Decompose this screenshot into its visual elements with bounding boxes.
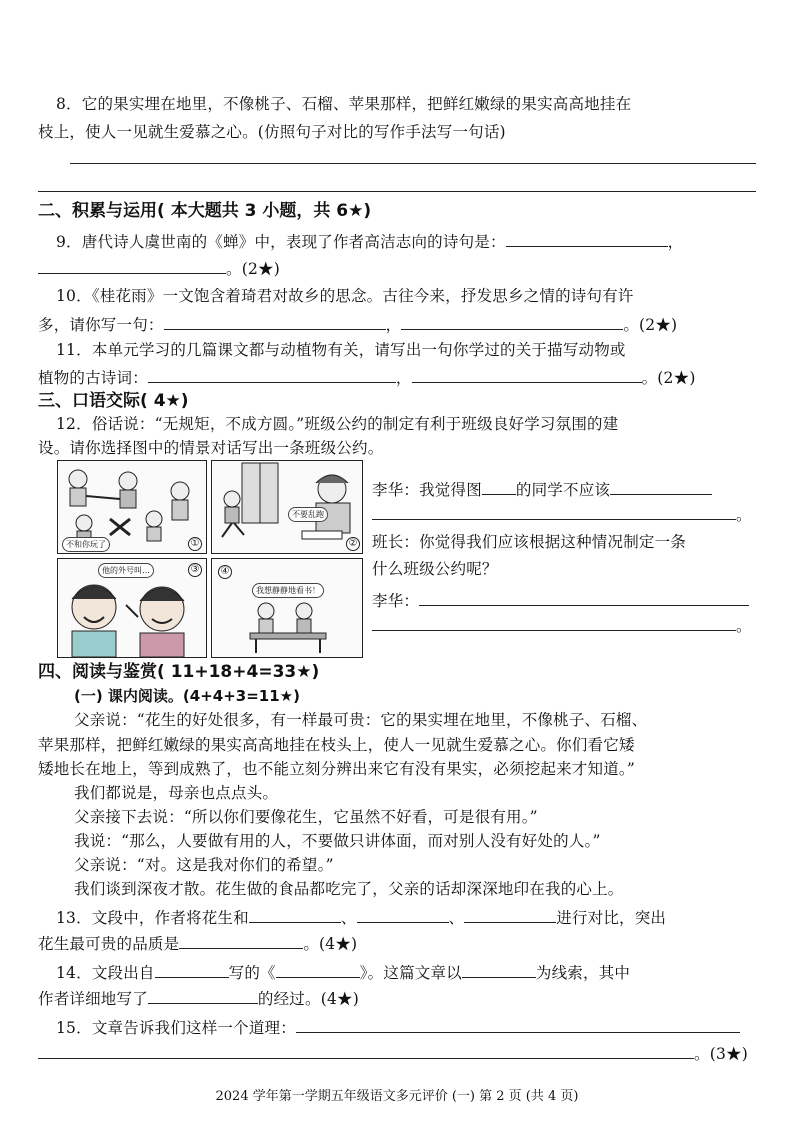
q13-line1 [56, 906, 666, 928]
q13-blank-4[interactable] [179, 932, 303, 949]
passage-p2: 我们都说是，母亲也点点头。 [74, 784, 279, 802]
q11-comma: ， [395, 369, 412, 387]
dialog3-blank-2[interactable] [372, 614, 736, 631]
q13-sep1: 、 [340, 909, 357, 927]
dialog1-end: 。 [736, 506, 752, 524]
section3-title: 三、口语交际( 4★) [38, 391, 189, 411]
q9-comma: ， [667, 233, 684, 251]
q15-blank-2[interactable] [38, 1042, 694, 1059]
q9-blank-2[interactable] [38, 257, 226, 274]
q11-blank-1[interactable] [148, 366, 396, 383]
q13-line2 [38, 932, 357, 954]
q14-blank-1[interactable] [155, 961, 229, 978]
q11-end: 。(2★) [641, 369, 696, 387]
q14-blank-4[interactable] [148, 987, 258, 1004]
dialog2-line2: 什么班级公约呢？ [372, 560, 498, 578]
comic-bubble-1: 不和你玩了 [62, 537, 110, 552]
q8-line2: 枝上，使人一见就生爱慕之心。(仿照句子对比的写作手法写一句话) [38, 123, 506, 141]
comic-panel-1 [57, 460, 207, 554]
q15-blank-1[interactable] [296, 1016, 740, 1033]
passage-p4: 我说：“那么，人要做有用的人，不要做只讲体面，而对别人没有好处的人。” [74, 832, 601, 850]
q14-b: 写的《 [228, 964, 276, 982]
dialog-line-3b [372, 614, 752, 636]
q9-blank-1[interactable] [506, 230, 668, 247]
dialog3-label: 李华： [372, 592, 420, 610]
q15-a: 15．文章告诉我们这样一个道理： [56, 1019, 296, 1037]
q12-line1: 12．俗话说：“无规矩，不成方圆。”班级公约的制定有利于班级良好学习氛围的建 [56, 415, 619, 433]
q10-blank-2[interactable] [401, 313, 623, 330]
passage-p1-l1: 父亲说：“花生的好处很多，有一样最可贵：它的果实埋在地里，不像桃子、石榴、 [74, 711, 648, 729]
dialog-line-1 [372, 478, 712, 500]
q14-c: 》。这篇文章以 [359, 964, 462, 982]
q14-end: 的经过。(4★) [257, 990, 359, 1008]
q13-blank-1[interactable] [249, 906, 341, 923]
q14-blank-2[interactable] [276, 961, 360, 978]
passage-p3: 父亲接下去说：“所以你们要像花生，它虽然不好看，可是很有用。” [74, 808, 538, 826]
q9-line2 [38, 257, 280, 279]
q8-answer-line-2[interactable] [38, 191, 756, 192]
q13-a: 13．文段中，作者将花生和 [56, 909, 249, 927]
comic-panel-2 [211, 460, 363, 554]
comic-strip [57, 460, 361, 656]
dialog1-blank-2[interactable] [372, 503, 736, 520]
comic-num-3: ③ [188, 563, 202, 577]
dialog2-line1: 班长：你觉得我们应该根据这种情况制定一条 [372, 533, 687, 551]
q14-line2 [38, 987, 359, 1009]
dialog3-blank-1[interactable] [419, 589, 749, 606]
q10-text: 多，请你写一句： [38, 316, 164, 334]
q13-b: 进行对比，突出 [556, 909, 667, 927]
q11-line2 [38, 366, 696, 388]
q11-blank-2[interactable] [412, 366, 642, 383]
section4-title: 四、阅读与鉴赏( 11+18+4=33★) [38, 662, 320, 682]
comic-num-4: ④ [218, 565, 232, 579]
passage-p6: 我们谈到深夜才散。花生做的食品都吃完了，父亲的话却深深地印在我的心上。 [74, 880, 624, 898]
dialog1-a: 李华：我觉得图 [372, 481, 482, 499]
q14-a: 14．文段出自 [56, 964, 155, 982]
q12-line2: 设。请你选择图中的情景对话写出一条班级公约。 [38, 439, 384, 457]
q9-end: 。(2★) [226, 260, 280, 278]
q10-comma: ， [385, 316, 402, 334]
q13-end: 。(4★) [303, 935, 358, 953]
passage-p1-l3: 矮地长在地上，等到成熟了，也不能立刻分辨出来它有没有果实，必须挖起来才知道。” [38, 760, 635, 778]
comic-num-2: ② [346, 537, 360, 551]
q14-blank-3[interactable] [462, 961, 536, 978]
comic-num-1: ① [188, 537, 202, 551]
q13-blank-3[interactable] [464, 906, 556, 923]
q13-c: 花生最可贵的品质是 [38, 935, 180, 953]
dialog-line-1b [372, 503, 752, 525]
q15-line1 [56, 1016, 740, 1038]
comic-panel-4 [211, 558, 363, 658]
q13-blank-2[interactable] [357, 906, 449, 923]
q8-line1: 8．它的果实埋在地里，不像桃子、石榴、苹果那样，把鲜红嫩绿的果实高高地挂在 [56, 95, 632, 113]
comic-panel-2-drawing [212, 461, 362, 553]
q10-line1: 10．《桂花雨》一文饱含着琦君对故乡的思念。古往今来，抒发思乡之情的诗句有许 [56, 287, 634, 305]
comic-panel-3 [57, 558, 207, 658]
q9-text: 9．唐代诗人虞世南的《蝉》中，表现了作者高洁志向的诗句是： [56, 233, 506, 251]
page-footer: 2024 学年第一学期五年级语文多元评价 (一) 第 2 页 (共 4 页) [215, 1089, 579, 1104]
q9-line1 [56, 230, 683, 252]
q10-end: 。(2★) [623, 316, 678, 334]
passage-p1-l2: 苹果那样，把鲜红嫩绿的果实高高地挂在枝头上，使人一见就生爱慕之心。你们看它矮 [38, 736, 635, 754]
comic-panel-4-drawing [212, 559, 362, 657]
q14-e: 作者详细地写了 [38, 990, 148, 1008]
section2-title: 二、积累与运用( 本大题共 3 小题，共 6★) [38, 201, 372, 221]
dialog1-b: 的同学不应该 [515, 481, 611, 499]
section4-sub1: (一) 课内阅读。(4+4+3=11★) [74, 687, 300, 705]
dialog1-blank-1[interactable] [610, 478, 712, 495]
comic-bubble-2: 不要乱跑 [288, 507, 328, 522]
q11-text: 植物的古诗词： [38, 369, 148, 387]
q14-d: 为线索，其中 [535, 964, 631, 982]
passage-p5: 父亲说：“对。这是我对你们的希望。” [74, 856, 334, 874]
q11-line1: 11．本单元学习的几篇课文都与动植物有关，请写出一句你学过的关于描写动物或 [56, 341, 626, 359]
q15-end: 。(3★) [694, 1045, 748, 1063]
q15-line2 [38, 1042, 748, 1064]
q14-line1 [56, 961, 630, 983]
q10-line2 [38, 313, 677, 335]
q13-sep2: 、 [448, 909, 465, 927]
comic-bubble-3: 他的外号叫… [98, 563, 154, 578]
dialog-line-3 [372, 589, 749, 611]
dialog1-blank-pic[interactable] [482, 478, 516, 495]
comic-bubble-4: 我想静静地看书！ [252, 583, 324, 598]
q8-answer-line-1[interactable] [70, 163, 756, 164]
q10-blank-1[interactable] [164, 313, 386, 330]
dialog3-end: 。 [736, 617, 752, 635]
